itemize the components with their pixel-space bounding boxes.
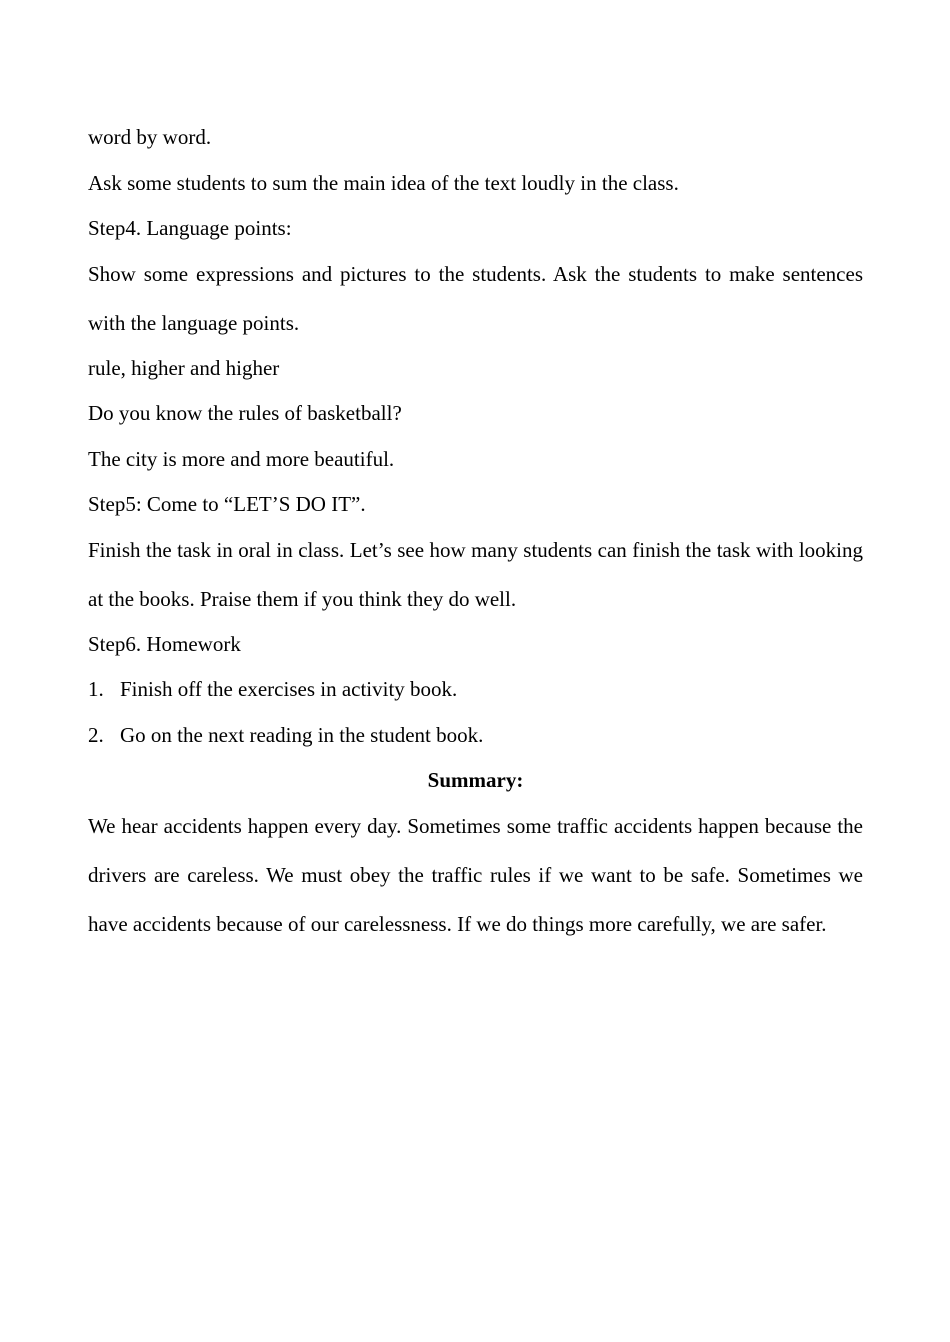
example-sentence: The city is more and more beautiful. [88,446,395,471]
summary-paragraph: We hear accidents happen every day. Sometimes some traffic accidents happen because the drivers are careless. We must obey the traffic rules if we want to be safe. Sometimes we have accidents because of our carelessness. If we do things more carefully, we are safer. [88,813,863,936]
step5-heading: Step5: Come to “LET’S DO IT”. [88,492,366,516]
text-line: word by word. [88,125,212,149]
text-line: rule, higher and higher [88,355,280,380]
document-page [88,120,863,949]
list-text: Go on the next reading in the student book. [120,722,484,747]
example-sentence: Do you know the rules of basketball? [88,401,402,425]
list-item [88,718,863,764]
homework-list [88,672,863,763]
paragraph: Show some expressions and pictures to the students. Ask the students to make sentences with the language points. [88,261,863,335]
text-line: Ask some students to sum the main idea of the text loudly in the class. [88,170,679,195]
list-item [88,672,863,718]
paragraph: Finish the task in oral in class. Let’s see how many students can finish the task with looking at the books. Praise them if you think they do well. [88,537,863,611]
summary-heading: Summary: [427,768,524,792]
list-text: Finish off the exercises in activity book. [120,677,458,701]
step4-heading: Step4. Language points: [88,216,292,240]
list-number: 1. [88,677,104,701]
step6-heading: Step6. Homework [88,631,241,656]
list-number: 2. [88,722,104,747]
